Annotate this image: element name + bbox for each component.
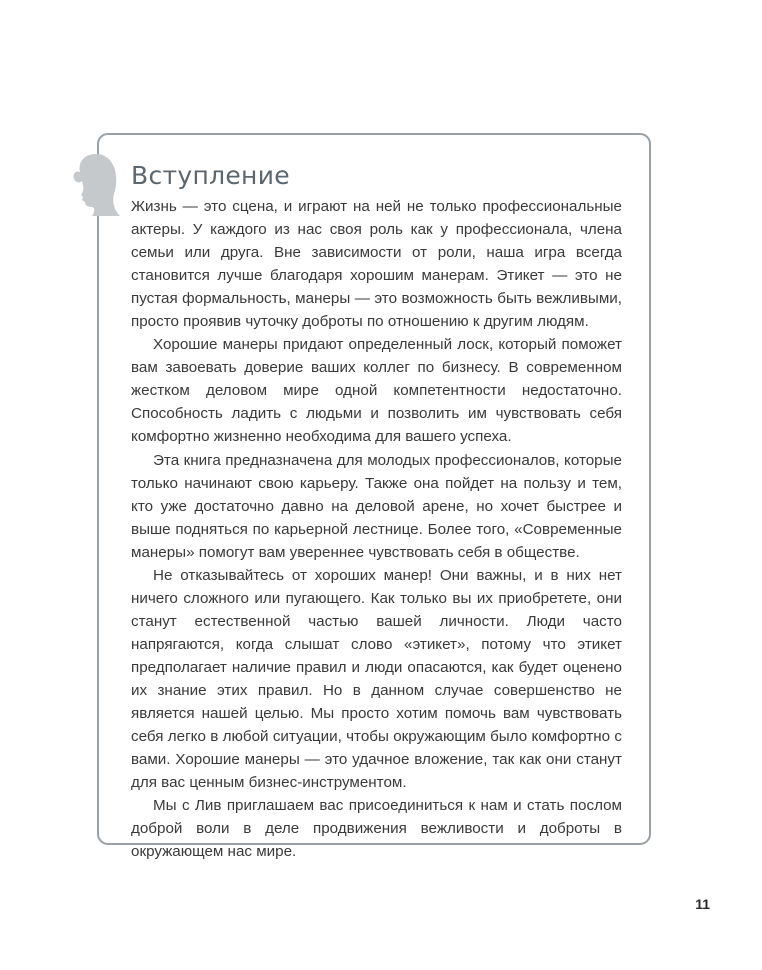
paragraph-2: Хорошие манеры придают определенный лоск, который поможет вам завоевать доверие ваших коллег по бизнесу. В современном жестком деловом мире одной компетентности недостаточно. Способность ладить с людьми и позволить им чувствовать себя комфортно жизненно необходима для вашего успеха. xyxy=(131,336,622,446)
paragraph-3: Эта книга предназначена для молодых профессионалов, которые только начинают свою карьеру. Также она пойдет на пользу и тем, кто уже достаточно давно на деловой арене, но хочет быстрее и выше подняться по карьерной лестнице. Более того, «Современные манеры» помогут вам увереннее чувствовать себя в обществе. xyxy=(131,451,622,561)
section-title: Вступление xyxy=(131,161,290,190)
paragraph-1: Жизнь — это сцена, и играют на ней не только профессиональные актеры. У каждого из нас своя роль как у профессионала, члена семьи или друга. Вне зависимости от роли, наша игра всегда становится лучше благодаря хорошим манерам. Этикет — это не пустая формальность, манеры — это возможность быть вежливыми, просто проявив чуточку доброты по отношению к другим людям. xyxy=(131,198,622,331)
page-number: 11 xyxy=(695,896,710,912)
paragraph-4: Не отказывайтесь от хороших манер! Они важны, и в них нет ничего сложного или пугающего. Как только вы их приобретете, они станут естественной частью вашей личности. Люди часто напрягаются, когда слышат слово «этикет», потому что этикет предполагает наличие правил и люди опасаются, как будет оценено их знание этих правил. Но в данном случае совершенство не является нашей целью. Мы просто хотим помочь вам чувствовать себя легко в любой ситуации, чтобы окружающим было комфортно с вами. Хорошие манеры — это удачное вложение, так как они станут для вас ценным бизнес-инструментом. xyxy=(131,566,622,792)
woman-profile-silhouette-icon xyxy=(70,152,126,218)
intro-body xyxy=(131,195,622,863)
paragraph-5: Мы с Лив приглашаем вас присоединиться к нам и стать послом доброй воли в деле продвижения вежливости и доброты в окружающем нас мире. xyxy=(131,797,622,861)
